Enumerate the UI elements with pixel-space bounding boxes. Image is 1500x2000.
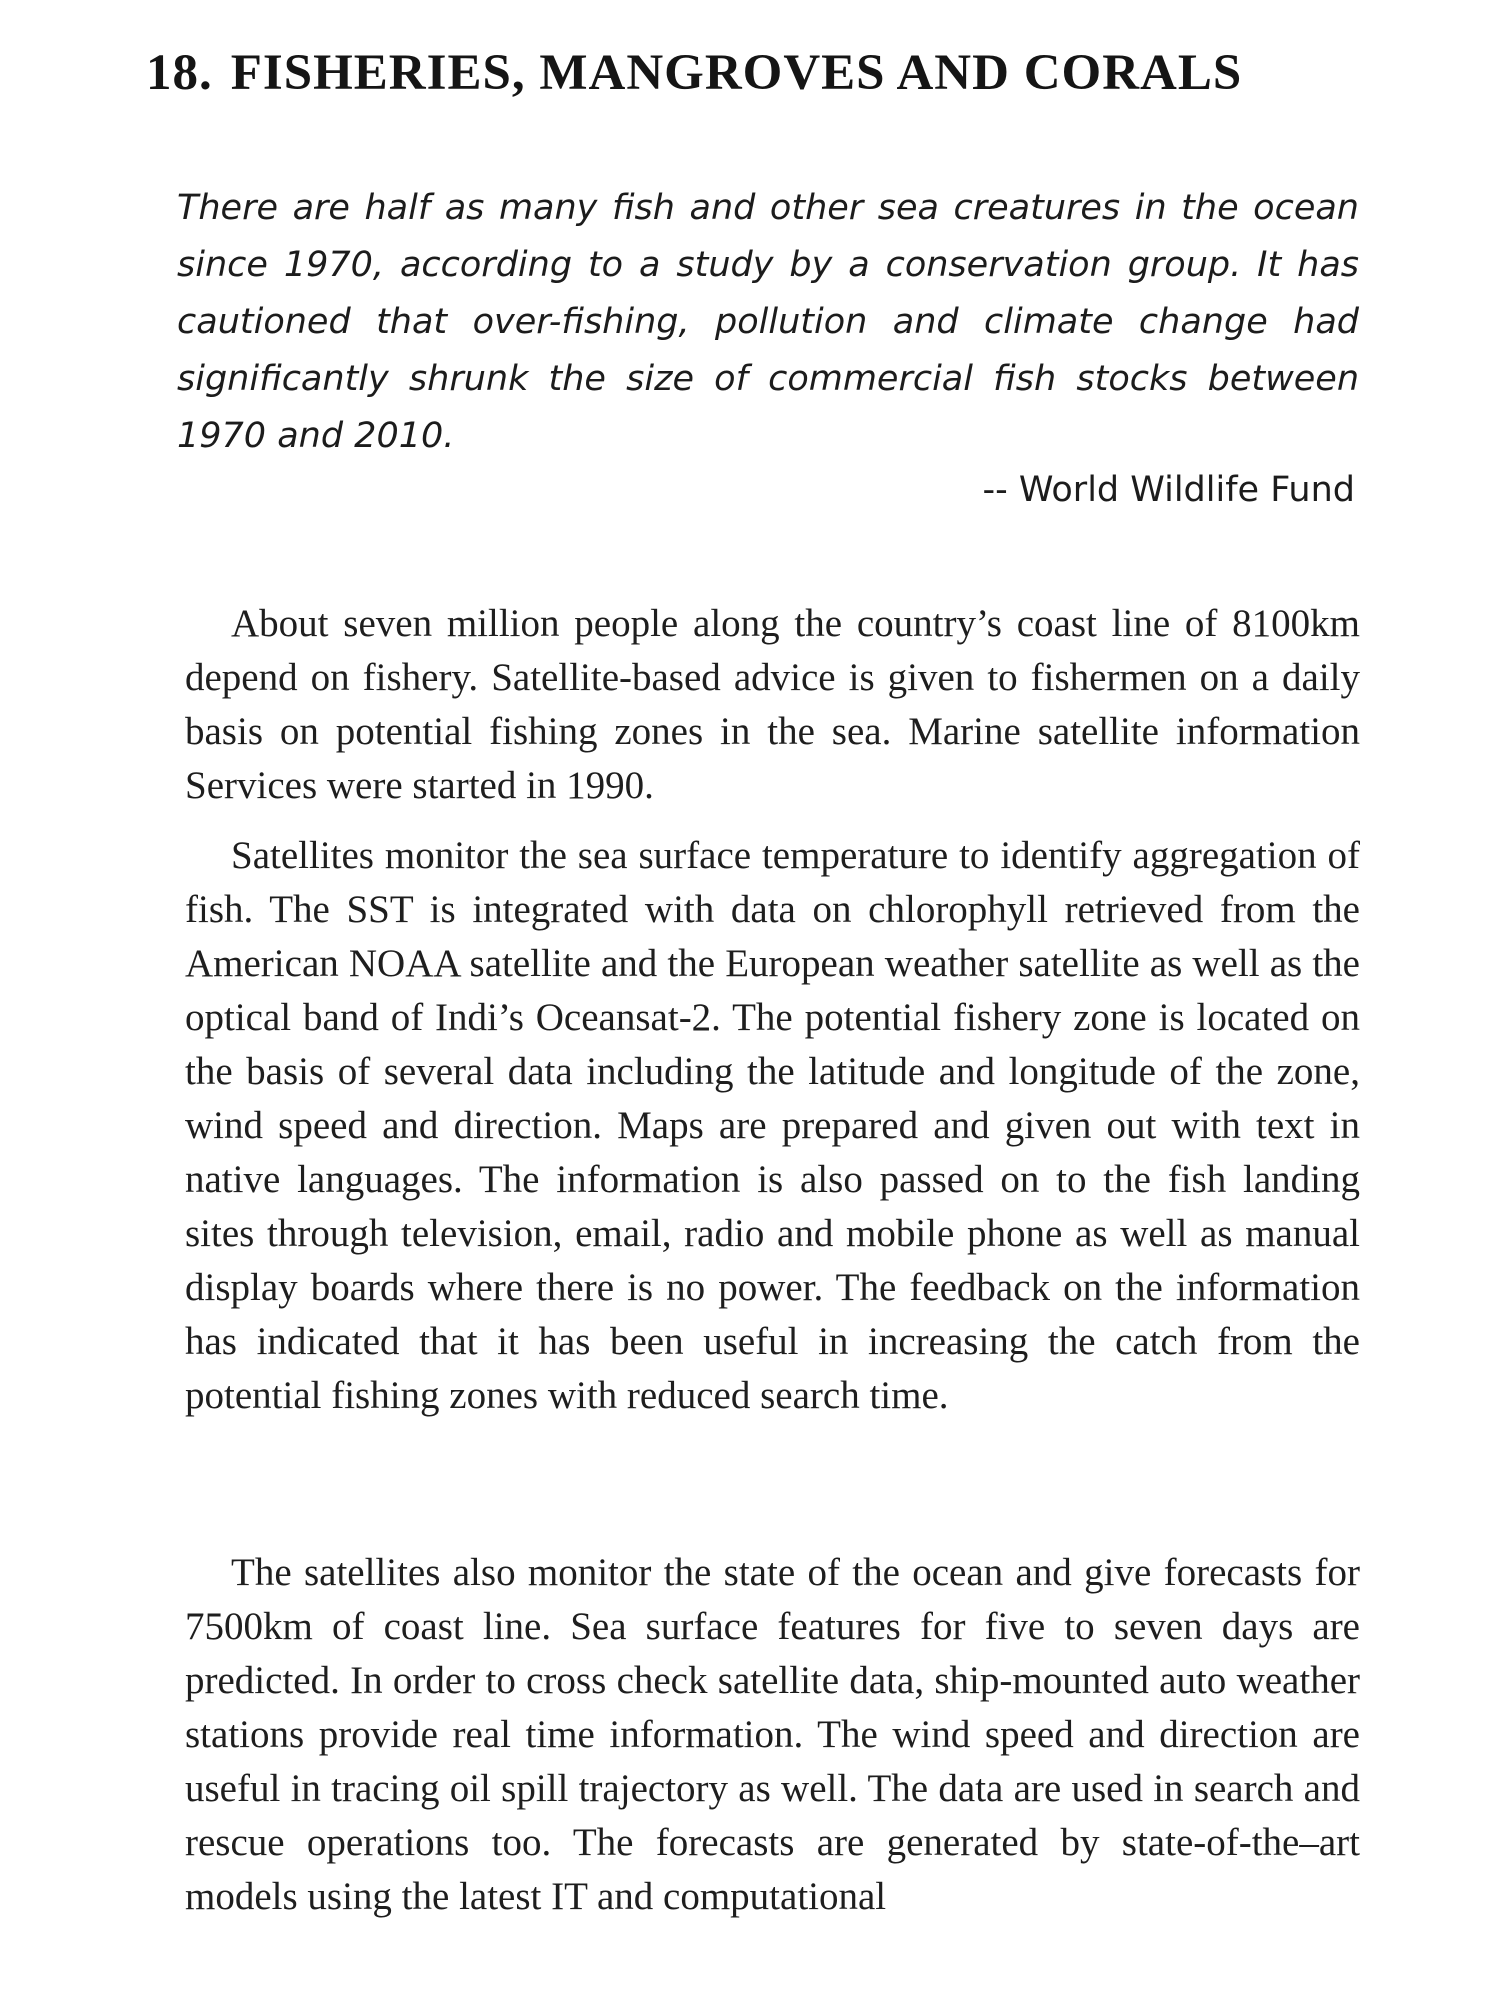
paragraph-fishery-advice: About seven million people along the country’s coast line of 8100km depend on fishery. Satellite-based advice is given to fishermen on a daily basis on potential fishing zones in the sea. Marine satellite information Services were started in 1990. — [185, 602, 1360, 807]
epigraph-attribution: -- World Wildlife Fund — [982, 470, 1355, 510]
epigraph-quote: There are half as many fish and other sea creatures in the ocean since 1970, according to a study by a conservation group. It has cautioned that over-fishing, pollution and climate change had significantly shrunk the size of commercial fish stocks between 1970 and 2010. — [177, 188, 1359, 456]
paragraph-sst-monitoring: Satellites monitor the sea surface temperature to identify aggregation of fish. The SST is integrated with data on chlorophyll retrieved from the American NOAA satellite and the European weather satellite as well as the optical band of Indi’s Oceansat-2. The potential fishery zone is located on the basis of several data including the latitude and longitude of the zone, wind speed and direction. Maps are prepared and given out with text in native languages. The information is also passed on to the fish landing sites through television, email, radio and mobile phone as well as manual display boards where there is no power. The feedback on the information has indicated that it has been useful in increasing the catch from the potential fishing zones with reduced search time. — [185, 834, 1360, 1417]
chapter-title: FISHERIES, MANGROVES AND CORALS — [230, 45, 1243, 101]
paragraph-ocean-forecasts: The satellites also monitor the state of the ocean and give forecasts for 7500km of coast line. Sea surface features for five to seven days are predicted. In order to cross check satellite data, ship-mounted auto weather stations provide real time information. The wind speed and direction are useful in tracing oil spill trajectory as well. The data are used in search and rescue operations too. The forecasts are generated by state-of-the–art models using the latest IT and computational — [185, 1551, 1360, 1918]
chapter-number: 18. — [146, 45, 213, 101]
chapter-heading — [146, 44, 1242, 102]
